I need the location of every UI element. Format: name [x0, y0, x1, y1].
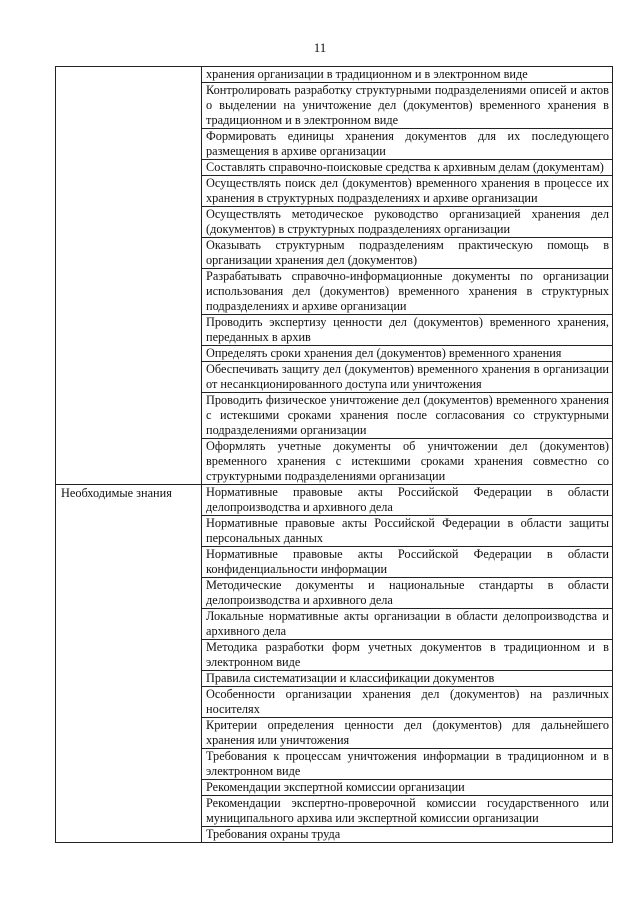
list-item: Критерии определения ценности дел (документов) для дальнейшего хранения или уничтожения [202, 718, 613, 749]
list-item: Оформлять учетные документы об уничтожении дел (документов) временного хранения с истекшими сроками хранения совместно со структурными подразделениями организации [202, 439, 613, 485]
list-item: Разрабатывать справочно-информационные документы по организации использования дел (документов) временного хранения в структурных подразделениях и архиве организации [202, 269, 613, 315]
list-item: Требования охраны труда [202, 827, 613, 843]
competency-table [55, 66, 613, 843]
list-item: Требования к процессам уничтожения информации в традиционном и в электронном виде [202, 749, 613, 780]
list-item: Особенности организации хранения дел (документов) на различных носителях [202, 687, 613, 718]
section-label-cell [56, 67, 202, 485]
table-row [56, 67, 613, 83]
list-item: Проводить экспертизу ценности дел (документов) временного хранения, переданных в архив [202, 315, 613, 346]
list-item: Контролировать разработку структурными подразделениями описей и актов о выделении на уничтожение дел (документов) временного хранения в традиционном и в электронном виде [202, 83, 613, 129]
section-label-knowledge: Необходимые знания [56, 485, 202, 843]
list-item: Осуществлять методическое руководство организацией хранения дел (документов) в структурных подразделениях организации [202, 207, 613, 238]
list-item: Нормативные правовые акты Российской Федерации в области защиты персональных данных [202, 516, 613, 547]
list-item: Составлять справочно-поисковые средства к архивным делам (документам) [202, 160, 613, 176]
page-number: 11 [313, 40, 327, 55]
list-item: Рекомендации экспертно-проверочной комиссии государственного или муниципального архива или экспертной комиссии организации [202, 796, 613, 827]
list-item: Нормативные правовые акты Российской Федерации в области делопроизводства и архивного дела [202, 485, 613, 516]
list-item: Определять сроки хранения дел (документов) временного хранения [202, 346, 613, 362]
table-row [56, 485, 613, 516]
list-item: Формировать единицы хранения документов для их последующего размещения в архиве организации [202, 129, 613, 160]
list-item: Оказывать структурным подразделениям практическую помощь в организации хранения дел (документов) [202, 238, 613, 269]
list-item: Осуществлять поиск дел (документов) временного хранения в процессе их хранения в структурных подразделениях и архиве организации [202, 176, 613, 207]
list-item: Обеспечивать защиту дел (документов) временного хранения в организации от несанкционированного доступа или уничтожения [202, 362, 613, 393]
list-item: хранения организации в традиционном и в электронном виде [202, 67, 613, 83]
list-item: Методические документы и национальные стандарты в области делопроизводства и архивного дела [202, 578, 613, 609]
list-item: Нормативные правовые акты Российской Федерации в области конфиденциальности информации [202, 547, 613, 578]
list-item: Локальные нормативные акты организации в области делопроизводства и архивного дела [202, 609, 613, 640]
list-item: Рекомендации экспертной комиссии организации [202, 780, 613, 796]
list-item: Проводить физическое уничтожение дел (документов) временного хранения с истекшими сроками хранения после согласования со структурными подразделениями организации [202, 393, 613, 439]
list-item: Методика разработки форм учетных документов в традиционном и в электронном виде [202, 640, 613, 671]
list-item: Правила систематизации и классификации документов [202, 671, 613, 687]
